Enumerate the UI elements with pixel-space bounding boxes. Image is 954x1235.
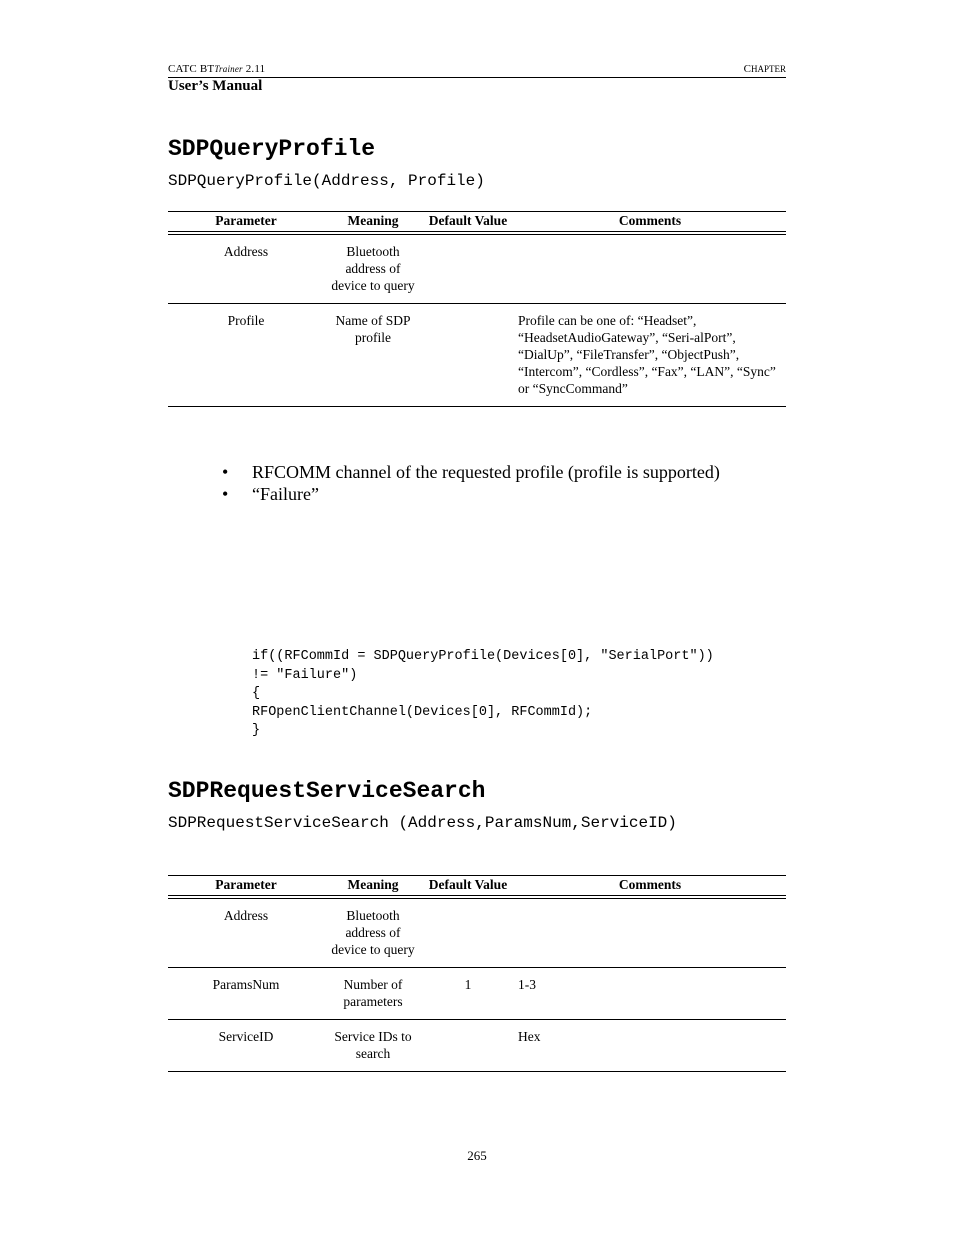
table-row (168, 304, 786, 407)
section-title-sdpqueryprofile: SDPQueryProfile (168, 136, 376, 162)
cell-parameter: Address (223, 244, 269, 259)
list-item (222, 483, 720, 505)
page-number: 265 (467, 1148, 487, 1163)
parameter-table-sdpqueryprofile (168, 211, 786, 407)
code-line: != "Failure") (252, 667, 358, 683)
table-header-row (168, 876, 786, 898)
cell-comments: Profile can be one of: “Headset”, “HeadsetAudioGateway”, “Seri-alPort”, “DialUp”, “FileTransfer”, “ObjectPush”, “Intercom”, “Cordless”, “Fax”, “LAN”, “Sync” or “SyncCommand” (518, 313, 776, 396)
column-header-default-value: Default Value (422, 876, 514, 898)
list-item-text: “Failure” (252, 484, 319, 504)
header-version: 2.11 (242, 63, 266, 75)
code-line: if((RFCommId = SDPQueryProfile(Devices[0], "SerialPort")) (252, 649, 714, 664)
code-line: { (252, 686, 261, 701)
code-example (252, 648, 714, 741)
cell-comments (514, 233, 786, 304)
list-item-text: RFCOMM channel of the requested profile (profile is supported) (252, 462, 720, 482)
cell-meaning: Bluetooth address of device to query (331, 244, 415, 293)
bullet-icon: • (222, 484, 229, 504)
table-row (168, 1020, 786, 1072)
cell-comments: 1-3 (518, 977, 536, 992)
table-header-row (168, 212, 786, 234)
cell-meaning: Service IDs to search (334, 1029, 412, 1061)
header-product-smallcaps: Trainer (214, 64, 243, 74)
cell-meaning: Bluetooth address of device to query (331, 908, 415, 957)
column-header-parameter: Parameter (168, 212, 324, 234)
section-title-sdprequestservicesearch: SDPRequestServiceSearch (168, 778, 486, 804)
column-header-parameter: Parameter (168, 876, 324, 898)
header-chapter-rest: HAPTER (750, 64, 786, 74)
return-values-list (222, 461, 720, 505)
cell-default (422, 897, 514, 968)
function-signature-sdprequestservicesearch: SDPRequestServiceSearch (Address,ParamsNum,ServiceID) (168, 814, 677, 832)
list-item (222, 461, 720, 483)
cell-default: 1 (464, 977, 472, 992)
table-row (168, 233, 786, 304)
code-line: RFOpenClientChannel(Devices[0], RFCommId); (252, 704, 593, 720)
cell-default (422, 1020, 514, 1072)
table-row (168, 968, 786, 1020)
column-header-comments: Comments (514, 212, 786, 234)
running-header-title (168, 63, 265, 75)
cell-default (422, 304, 514, 407)
cell-comments: Hex (518, 1029, 541, 1044)
function-signature-sdpqueryprofile: SDPQueryProfile(Address, Profile) (168, 172, 485, 190)
parameter-table-sdprequestservicesearch (168, 875, 786, 1072)
cell-default (422, 233, 514, 304)
header-subtitle: User’s Manual (168, 78, 263, 94)
code-line: } (252, 723, 261, 738)
cell-comments (514, 897, 786, 968)
column-header-comments: Comments (514, 876, 786, 898)
cell-meaning: Name of SDP profile (335, 313, 411, 345)
cell-parameter: Profile (227, 313, 265, 328)
header-chapter-initial: C (743, 63, 751, 75)
cell-meaning: Number of parameters (343, 977, 403, 1009)
cell-parameter: ServiceID (218, 1029, 274, 1044)
cell-parameter: ParamsNum (212, 977, 280, 992)
column-header-meaning: Meaning (324, 212, 422, 234)
running-header-chapter (744, 63, 786, 75)
column-header-default-value: Default Value (422, 212, 514, 234)
cell-parameter: Address (223, 908, 269, 923)
column-header-meaning: Meaning (324, 876, 422, 898)
table-row (168, 897, 786, 968)
bullet-icon: • (222, 462, 229, 482)
header-product: CATC BT (168, 63, 215, 75)
